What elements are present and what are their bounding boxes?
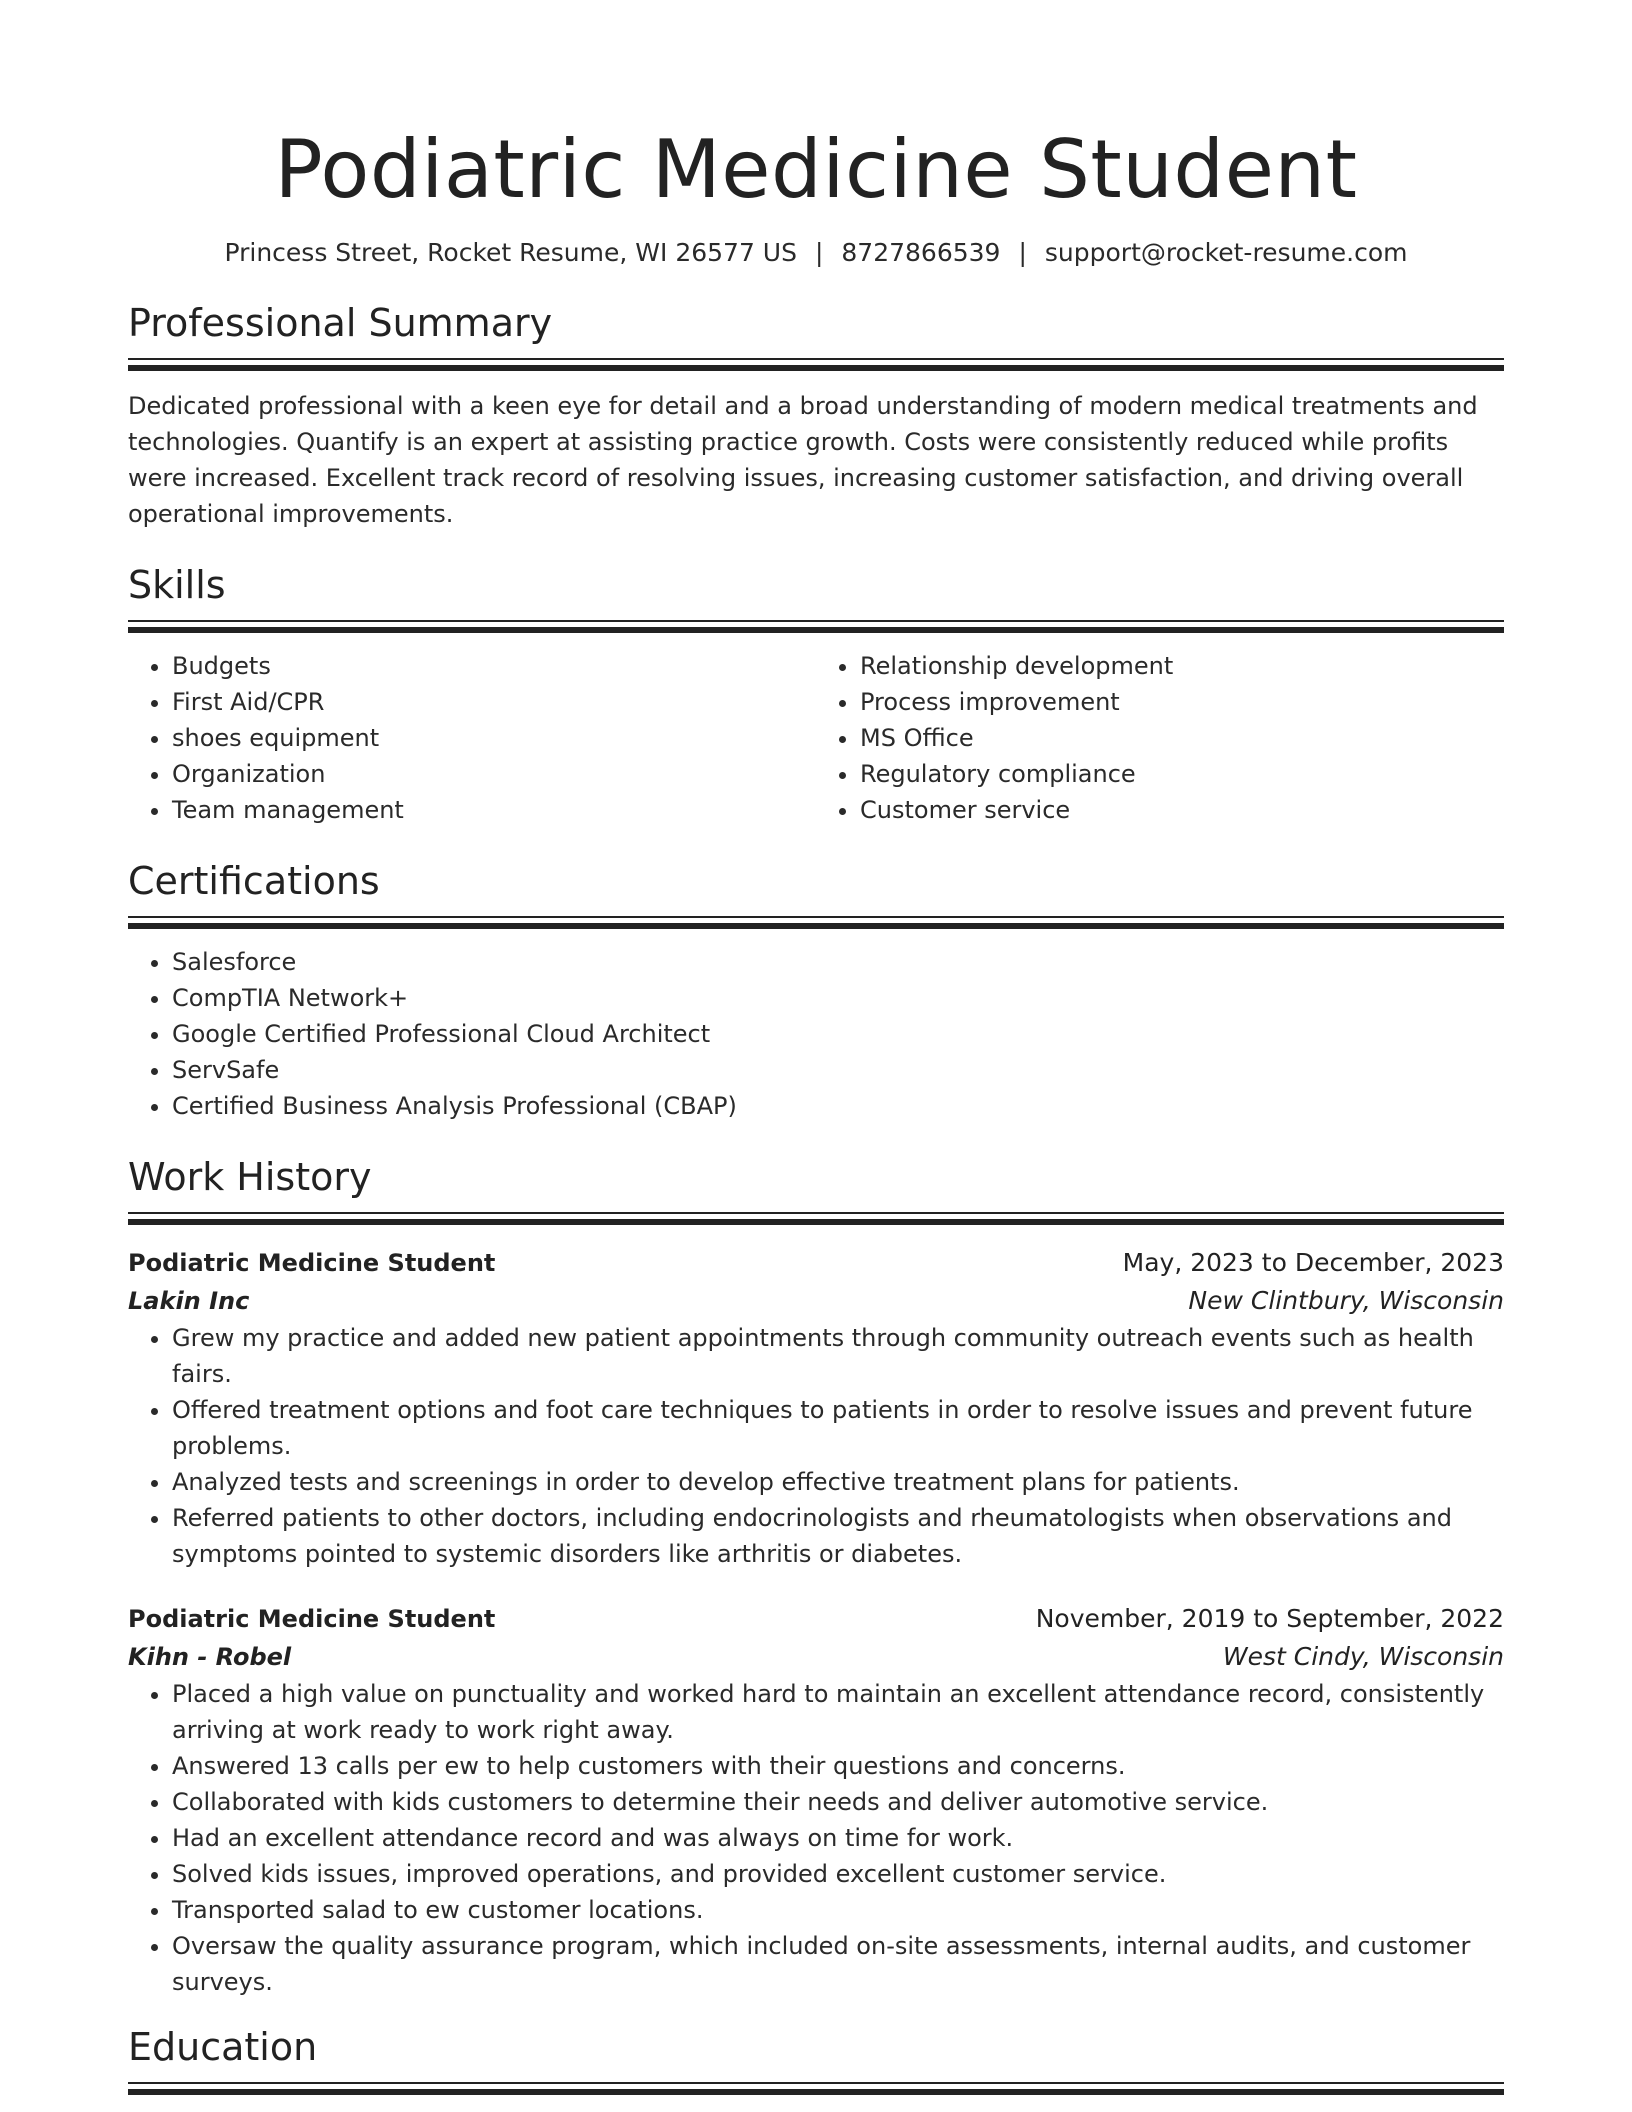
job-bullet: • Collaborated with kids customers to determine their needs and deliver automotive service. <box>172 1784 1504 1820</box>
certification-item: • Salesforce <box>172 944 1504 980</box>
skills-column-right <box>816 648 1504 828</box>
job-dates: November, 2019 to September, 2022 <box>1035 1604 1504 1633</box>
job-bullet: • Answered 13 calls per ew to help customers with their questions and concerns. <box>172 1748 1504 1784</box>
contact-email[interactable]: support@rocket-resume.com <box>1044 238 1408 267</box>
skill-item: • Team management <box>172 792 816 828</box>
job-bullet: • Transported salad to ew customer locations. <box>172 1892 1504 1928</box>
certifications-section <box>128 858 1504 1124</box>
candidate-name: Podiatric Medicine Student <box>274 123 1358 216</box>
contact-separator: | <box>814 238 824 267</box>
contact-address: Princess Street, Rocket Resume, WI 26577 US <box>224 238 797 267</box>
certification-item: • CompTIA Network+ <box>172 980 1504 1016</box>
job-header <box>128 1600 1504 1638</box>
summary-section <box>128 300 1504 532</box>
job-bullet: • Had an excellent attendance record and was always on time for work. <box>172 1820 1504 1856</box>
skills-column-left <box>128 648 816 828</box>
certification-item: • ServSafe <box>172 1052 1504 1088</box>
job-subheader <box>128 1638 1504 1676</box>
job-bullet: • Analyzed tests and screenings in order to develop effective treatment plans for patients. <box>172 1464 1504 1500</box>
job-bullet: • Oversaw the quality assurance program, which included on-site assessments, internal audits, and customer surveys. <box>172 1928 1504 2000</box>
skill-item: • shoes equipment <box>172 720 816 756</box>
skill-item: • Organization <box>172 756 816 792</box>
skill-item: • Regulatory compliance <box>860 756 1504 792</box>
contact-separator: | <box>1018 238 1027 267</box>
job-bullet: • Grew my practice and added new patient appointments through community outreach events such as health fairs. <box>172 1320 1504 1392</box>
resume-page <box>128 0 1504 2096</box>
skill-item: • Customer service <box>860 792 1504 828</box>
skill-item: • Process improvement <box>860 684 1504 720</box>
job-title: Podiatric Medicine Student <box>128 1605 496 1633</box>
section-title-work-history: Work History <box>128 1155 372 1199</box>
section-title-summary: Professional Summary <box>128 301 553 345</box>
summary-text: Dedicated professional with a keen eye for detail and a broad understanding of modern medical treatments and technologies. Quantify is an expert at assisting practice growth. Costs were consistently reduced while profits were increased. Excellent track record of resolving issues, increasing customer satisfaction, and driving overall operational improvements. <box>128 392 1478 528</box>
job-company: Kihn - Robel <box>128 1643 292 1671</box>
job-entry <box>128 1244 1504 1572</box>
job-title: Podiatric Medicine Student <box>128 1249 496 1277</box>
job-bullet: • Referred patients to other doctors, including endocrinologists and rheumatologists when observations and symptoms pointed to systemic disorders like arthritis or diabetes. <box>172 1500 1504 1572</box>
section-divider <box>128 916 1504 930</box>
job-bullet: • Placed a high value on punctuality and worked hard to maintain an excellent attendance record, consistently arriving at work ready to work right away. <box>172 1676 1504 1748</box>
job-company: Lakin Inc <box>128 1287 250 1315</box>
section-divider <box>128 1212 1504 1226</box>
skill-item: • Budgets <box>172 648 816 684</box>
section-title-skills: Skills <box>128 563 226 607</box>
skill-item: • First Aid/CPR <box>172 684 816 720</box>
skills-columns <box>128 648 1504 828</box>
section-divider <box>128 2082 1504 2096</box>
skill-item: • Relationship development <box>860 648 1504 684</box>
job-location: West Cindy, Wisconsin <box>1222 1642 1504 1671</box>
section-divider <box>128 620 1504 634</box>
section-divider <box>128 358 1504 372</box>
job-bullet: • Offered treatment options and foot care techniques to patients in order to resolve issues and prevent future problems. <box>172 1392 1504 1464</box>
contact-line <box>128 236 1504 270</box>
job-subheader <box>128 1282 1504 1320</box>
job-bullet: • Solved kids issues, improved operations, and provided excellent customer service. <box>172 1856 1504 1892</box>
skills-section <box>128 562 1504 828</box>
certification-item: • Certified Business Analysis Professional (CBAP) <box>172 1088 1504 1124</box>
skill-item: • MS Office <box>860 720 1504 756</box>
section-title-education: Education <box>128 2025 318 2069</box>
work-history-section <box>128 1154 1504 2000</box>
education-section <box>128 2024 1504 2096</box>
job-header <box>128 1244 1504 1282</box>
certification-item: • Google Certified Professional Cloud Architect <box>172 1016 1504 1052</box>
contact-phone: 8727866539 <box>841 238 1001 267</box>
section-title-certifications: Certifications <box>128 859 380 903</box>
job-dates: May, 2023 to December, 2023 <box>1122 1248 1504 1277</box>
job-entry <box>128 1600 1504 2000</box>
job-location: New Clintbury, Wisconsin <box>1188 1286 1504 1315</box>
